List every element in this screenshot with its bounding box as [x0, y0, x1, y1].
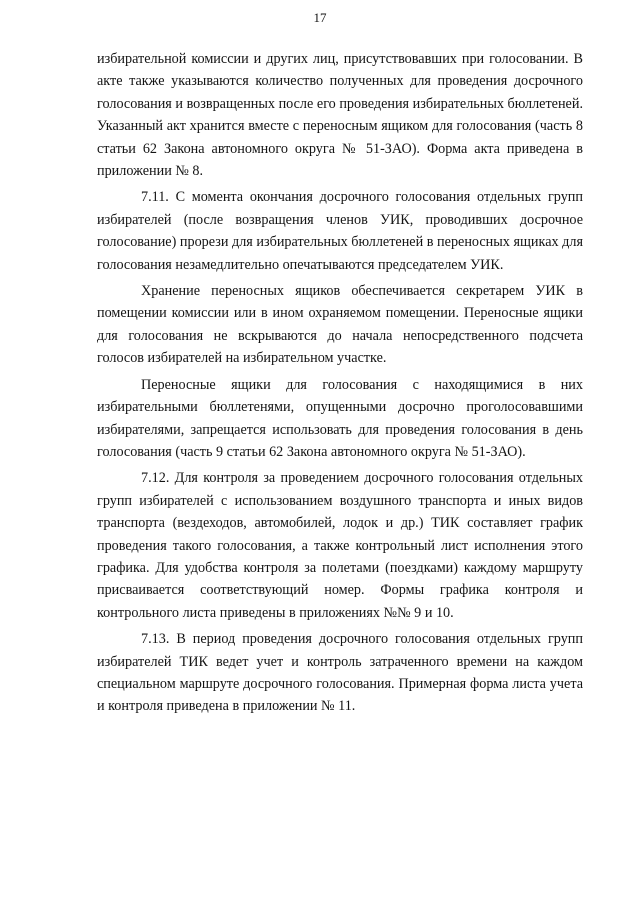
paragraph-7-12: 7.12. Для контроля за проведением досрочного голосования отдельных групп избирателей с использованием воздушного транспорта и иных видов транспорта (вездеходов, автомобилей, лодок и др.) ТИК составляет график проведения такого голосования, а также контрольный лист исполнения этого графика. Для удобства контроля за полетами (поездками) каждому маршруту присваивается соответствующий номер. Формы графика контроля и контрольного листа приведены в приложениях №№ 9 и 10. [97, 470, 583, 621]
paragraph-act-storage: избирательной комиссии и других лиц, присутствовавших при голосовании. В акте также указываются количество полученных для проведения досрочного голосования и возвращенных после его проведения избирательных бюллетеней. Указанный акт хранится вместе с переносным ящиком для голосования (часть 8 статьи 62 Закона автономного округа № 51-ЗАО). Форма акта приведена в приложении № 8. [97, 51, 583, 180]
paragraph-7-11: 7.11. С момента окончания досрочного голосования отдельных групп избирателей (после возвращения членов УИК, проводивших досрочное голосование) прорези для избирательных бюллетеней в переносных ящиках для голосования незамедлительно опечатываются председателем УИК. [97, 189, 583, 273]
document-body [97, 48, 583, 722]
paragraph-7-13: 7.13. В период проведения досрочного голосования отдельных групп избирателей ТИК ведет учет и контроль затраченного времени на каждом специальном маршруте досрочного голосования. Примерная форма листа учета и контроля приведена в приложении № 11. [97, 631, 583, 715]
paragraph-box-usage-ban: Переносные ящики для голосования с находящимися в них избирательными бюллетенями, опущенными досрочно проголосовавшими избирателями, запрещается использовать для проведения голосования в день голосования (часть 9 статьи 62 Закона автономного округа № 51-ЗАО). [97, 376, 583, 460]
paragraph-box-storage: Хранение переносных ящиков обеспечивается секретарем УИК в помещении комиссии или в ином охраняемом помещении. Переносные ящики для голосования не вскрываются до начала непосредственного подсчета голосов избирателей на избирательном участке. [97, 283, 583, 367]
page-number: 17 [313, 10, 327, 25]
